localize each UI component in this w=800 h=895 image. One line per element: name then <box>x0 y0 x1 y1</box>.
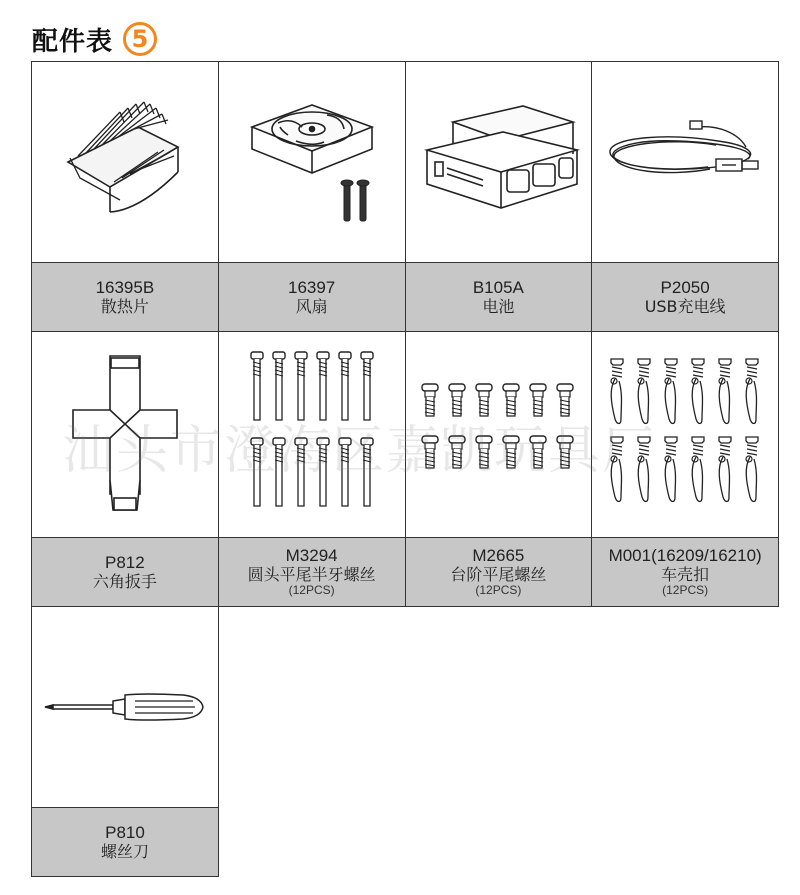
part-cell-step-screws <box>406 332 593 607</box>
part-name: 六角扳手 <box>92 571 157 591</box>
part-cell-battery <box>406 62 593 332</box>
part-code: M3294 <box>285 546 338 566</box>
body-clips-icon <box>592 332 778 537</box>
part-quantity: (12PCS) <box>662 583 709 598</box>
part-code: B105A <box>472 278 524 298</box>
part-quantity: (12PCS) <box>475 583 522 598</box>
part-label <box>219 262 405 331</box>
part-cell-long-screws <box>219 332 406 607</box>
part-cell-body-clips <box>592 332 779 607</box>
part-label <box>406 537 592 606</box>
cross-wrench-icon <box>32 332 218 537</box>
part-code: M2665 <box>472 546 525 566</box>
part-code: 16395B <box>95 278 155 298</box>
part-name: 圆头平尾半牙螺丝 <box>247 564 376 584</box>
usb-cable-icon <box>592 62 778 262</box>
part-code: P2050 <box>660 278 710 298</box>
part-label <box>32 537 218 606</box>
part-name: 散热片 <box>100 296 149 316</box>
part-label <box>32 807 218 876</box>
battery-icon <box>406 62 592 262</box>
parts-table <box>31 61 779 877</box>
part-name: 螺丝刀 <box>100 841 149 861</box>
step-number-badge: 5 <box>123 22 157 56</box>
long-screws-icon <box>219 332 405 537</box>
parts-row <box>32 332 779 607</box>
part-quantity: (12PCS) <box>288 583 335 598</box>
part-name: USB充电线 <box>644 296 726 316</box>
part-cell-cross-wrench <box>32 332 219 607</box>
part-label <box>592 262 778 331</box>
part-label <box>32 262 218 331</box>
step-screws-icon <box>406 332 592 537</box>
part-code: M001(16209/16210) <box>608 546 762 566</box>
part-cell-fan <box>219 62 406 332</box>
part-name: 风扇 <box>295 296 328 316</box>
part-name: 车壳扣 <box>661 564 710 584</box>
part-label <box>219 537 405 606</box>
part-code: 16397 <box>287 278 336 298</box>
part-label <box>592 537 778 606</box>
part-name: 台阶平尾螺丝 <box>450 564 547 584</box>
part-cell-screwdriver <box>32 607 219 877</box>
heatsink-icon <box>32 62 218 262</box>
parts-row <box>32 607 779 877</box>
part-cell-usb-cable <box>592 62 779 332</box>
part-code: P810 <box>105 823 145 843</box>
part-label <box>406 262 592 331</box>
fan-icon <box>219 62 405 262</box>
part-name: 电池 <box>482 296 515 316</box>
page-title: 配件表 <box>32 26 114 57</box>
screwdriver-icon <box>32 607 218 807</box>
part-cell-heatsink <box>32 62 219 332</box>
header <box>32 14 157 64</box>
part-code: P812 <box>105 553 145 573</box>
parts-row <box>32 62 779 332</box>
